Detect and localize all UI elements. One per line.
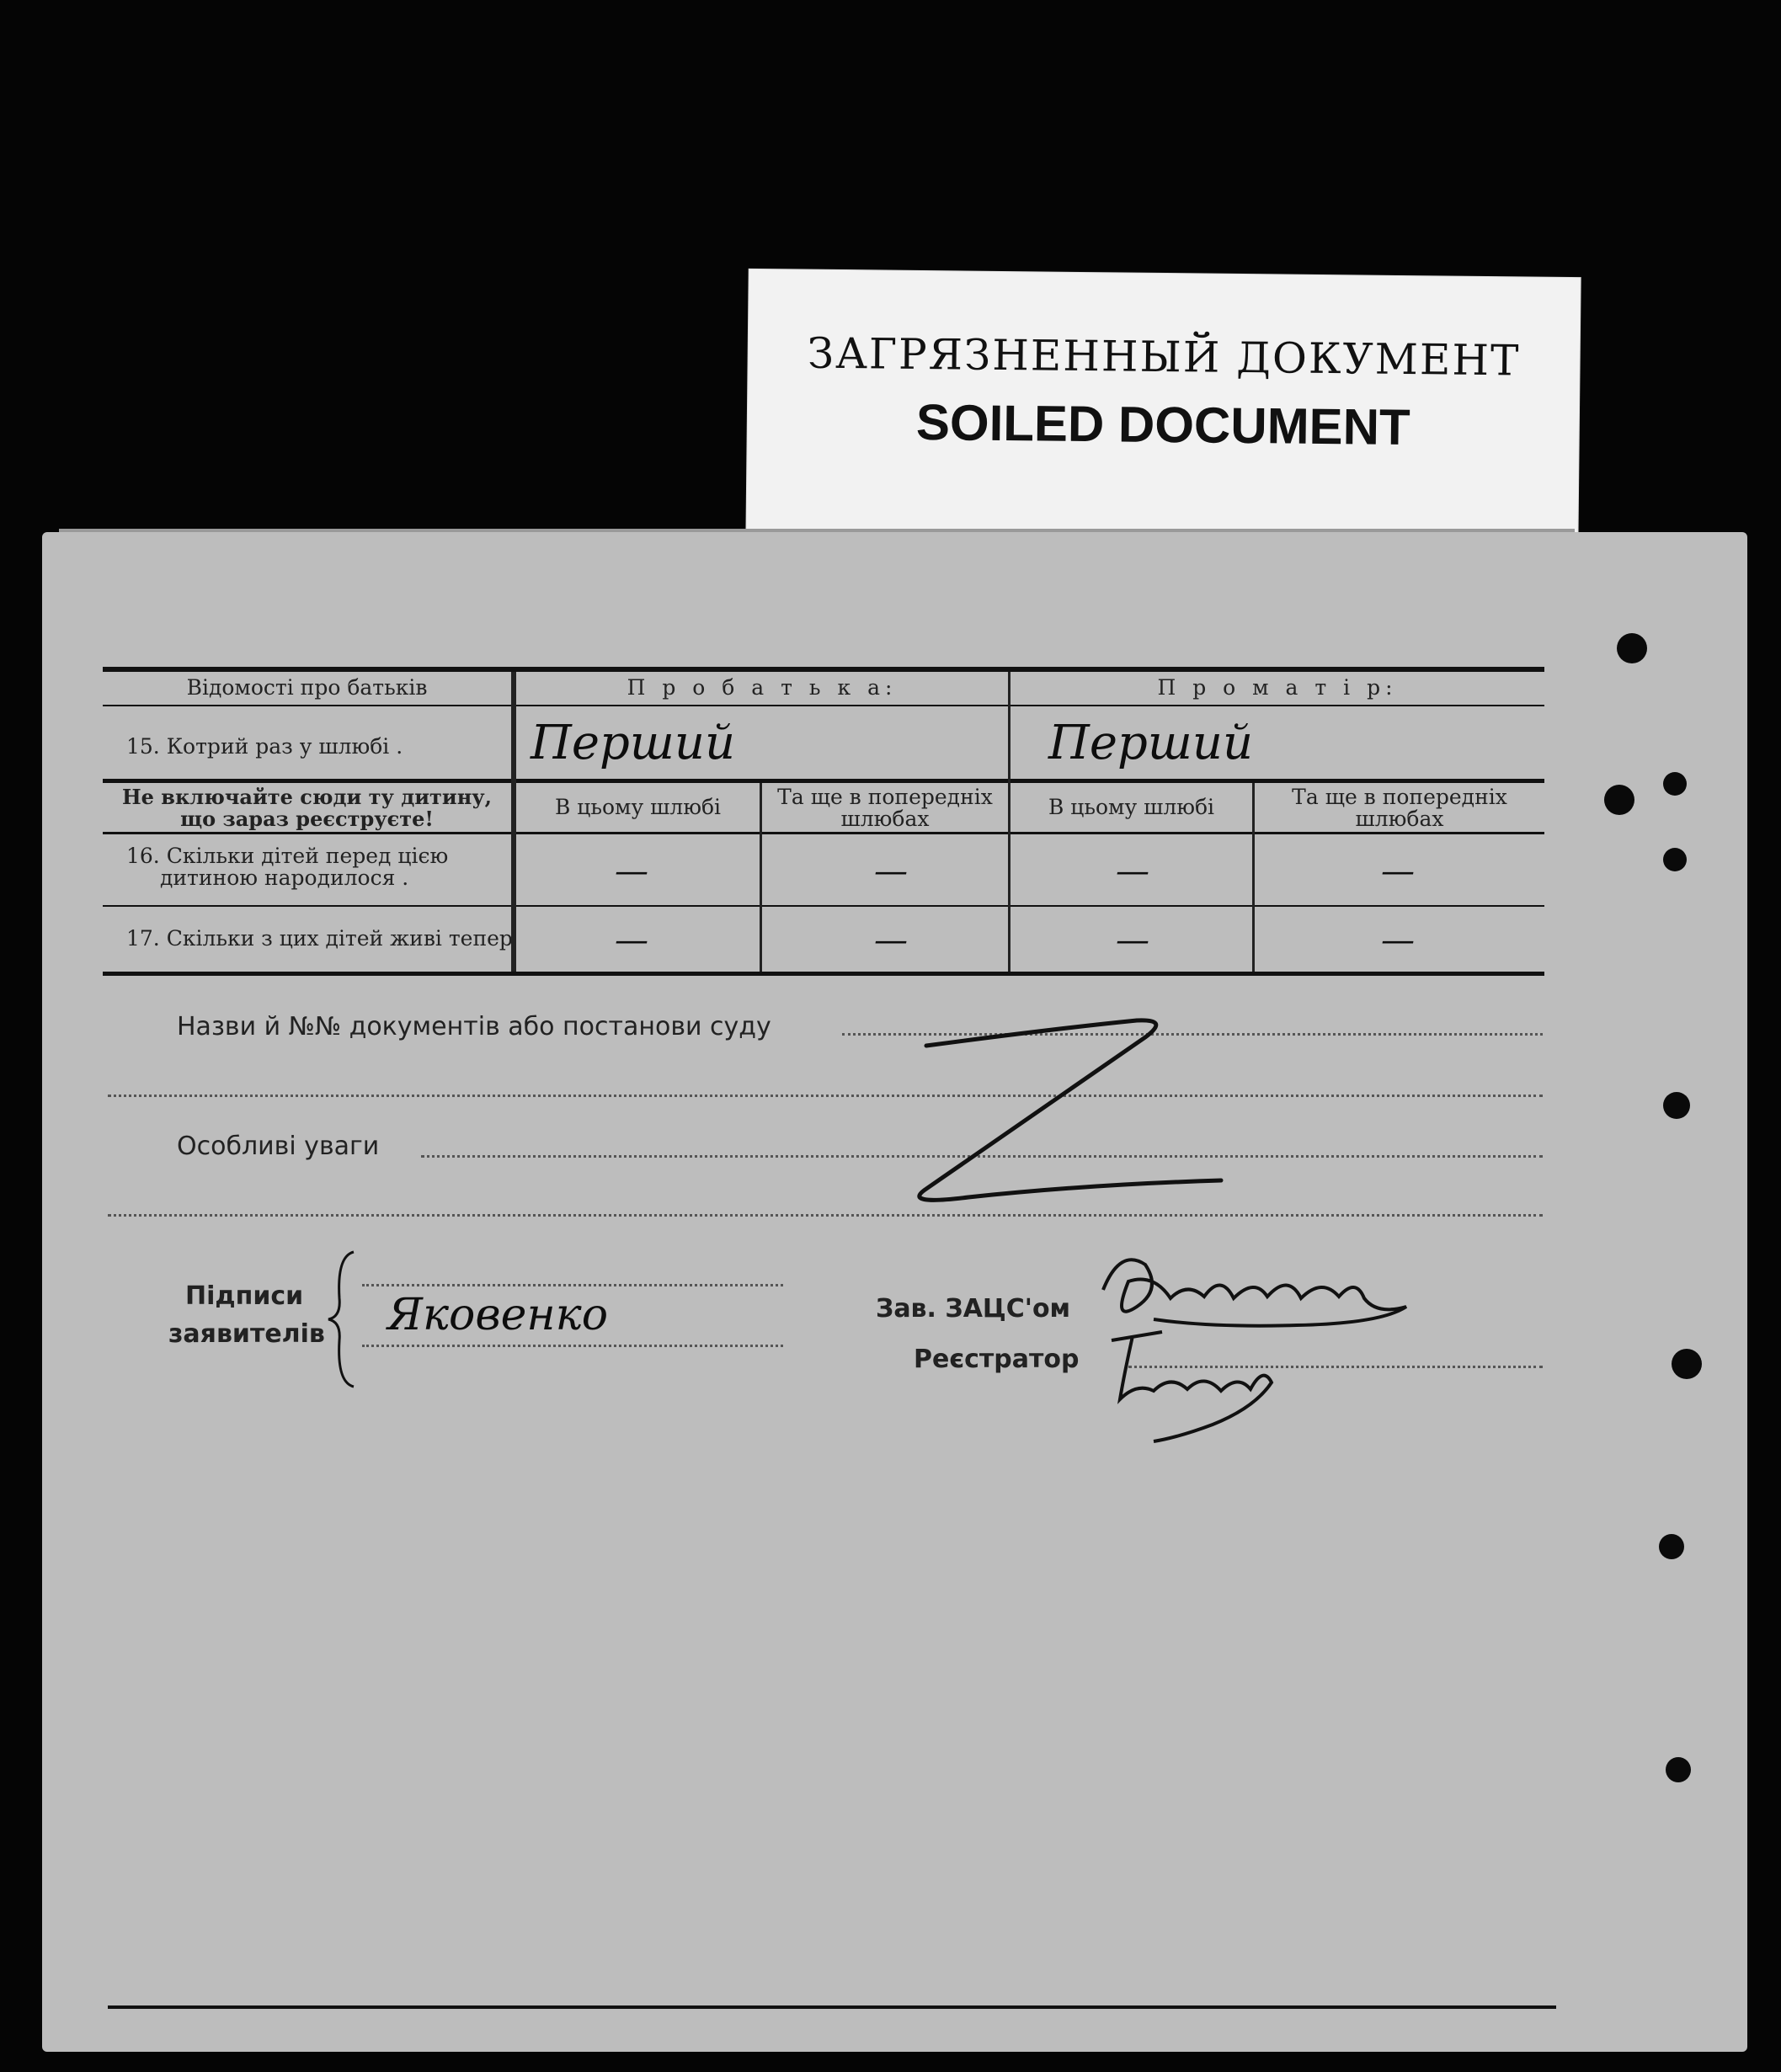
row17-value-1: — — [615, 921, 648, 960]
applicants-line-1 — [362, 1284, 783, 1286]
table-column-divider — [1008, 672, 1010, 972]
bottom-rule — [108, 2005, 1556, 2009]
table-column-divider — [514, 672, 516, 972]
row16-value-1: — — [615, 852, 648, 891]
stamp-english-text: SOILED DOCUMENT — [915, 393, 1410, 456]
father-this-marriage-header: В цьому шлюбі — [554, 795, 722, 819]
notes-label: Особливі уваги — [177, 1132, 380, 1161]
applicant-signature: Яковенко — [387, 1290, 609, 1340]
punch-hole — [1617, 633, 1647, 663]
row16-value-4: — — [1381, 852, 1415, 891]
documents-label: Назви й №№ документів або постанови суду — [177, 1012, 771, 1041]
soiled-document-flag — [746, 269, 1580, 551]
table-row16-rule — [103, 905, 1544, 907]
mother-prev-marriage-header-line1: Та ще в попередніх — [1292, 785, 1507, 809]
row16-value-3: — — [1116, 852, 1149, 891]
punch-hole — [1672, 1349, 1702, 1379]
header-parents-info: Відомості про батьків — [186, 675, 428, 700]
mother-prev-marriage-header-line2: шлюбах — [1355, 807, 1444, 831]
row15-label: 15. Котрий раз у шлюбі . — [126, 734, 403, 759]
registrar-label: Реєстратор — [914, 1345, 1080, 1374]
mother-this-marriage-header: В цьому шлюбі — [1048, 795, 1215, 819]
row17-value-3: — — [1116, 921, 1149, 960]
registrar-signature-icon — [1086, 1315, 1305, 1450]
applicants-label-line2: заявителів — [168, 1319, 325, 1349]
punch-hole — [1666, 1757, 1691, 1782]
punch-hole — [1663, 1092, 1690, 1119]
brace-icon — [324, 1248, 358, 1391]
father-prev-marriage-header-line2: шлюбах — [840, 807, 930, 831]
subheader-note-line1: Не включайте сюди ту дитину, — [122, 785, 492, 809]
punch-hole — [1663, 772, 1687, 796]
row17-value-2: — — [874, 921, 908, 960]
documents-line-2 — [108, 1095, 1543, 1097]
head-label: Зав. ЗАЦС'ом — [876, 1294, 1071, 1324]
record-sheet — [42, 532, 1747, 2052]
table-bottom-rule — [103, 972, 1544, 976]
punch-hole — [1659, 1534, 1684, 1559]
subheader-note-line2: що зараз реєструєте! — [180, 807, 434, 831]
applicants-label-line1: Підписи — [185, 1281, 304, 1311]
row15-father-value: Перший — [531, 716, 736, 770]
punch-hole — [1663, 848, 1687, 871]
applicants-line-2 — [362, 1345, 783, 1347]
row17-value-4: — — [1381, 921, 1415, 960]
table-header-rule — [103, 705, 1544, 706]
table-subheader-rule — [103, 832, 1544, 834]
stamp-russian-text: ЗАГРЯЗНЕННЫЙ ДОКУМЕНТ — [807, 328, 1521, 386]
header-father: П р о б а т ь к а: — [627, 675, 898, 700]
table-top-rule — [103, 667, 1544, 672]
header-mother: П р о м а т і р: — [1157, 675, 1398, 700]
cancel-stroke-icon — [867, 1012, 1238, 1214]
row15-mother-value: Перший — [1048, 716, 1254, 770]
table-row15-rule — [103, 779, 1544, 783]
row17-label: 17. Скільки з цих дітей живі тепер — [126, 926, 513, 951]
punch-hole — [1604, 785, 1634, 815]
father-prev-marriage-header-line1: Та ще в попередніх — [777, 785, 993, 809]
row16-label-line1: 16. Скільки дітей перед цією — [126, 844, 449, 868]
notes-line-2 — [108, 1214, 1543, 1217]
row16-label-line2: дитиною народилося . — [160, 866, 409, 890]
row16-value-2: — — [874, 852, 908, 891]
